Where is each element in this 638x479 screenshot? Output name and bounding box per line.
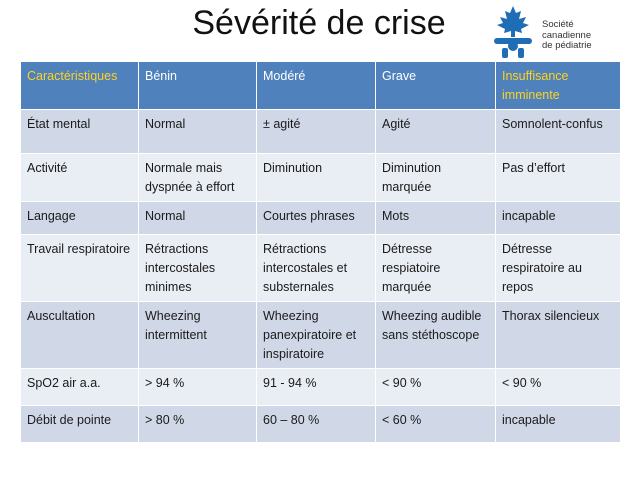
table-row (21, 302, 621, 369)
table-row (21, 406, 621, 443)
row-label: Activité (21, 154, 139, 202)
row-label: État mental (21, 110, 139, 154)
table-cell: Wheezing audible sans stéthoscope (376, 302, 496, 369)
table-row (21, 202, 621, 235)
maple-leaf-figure-icon (488, 4, 538, 58)
logo-text: Société canadienne de pédiatrie (542, 19, 592, 51)
table-cell: ± agité (257, 110, 376, 154)
table-cell: Courtes phrases (257, 202, 376, 235)
row-label: SpO2 air a.a. (21, 369, 139, 406)
table-row (21, 369, 621, 406)
slide-title: Sévérité de crise (192, 4, 446, 42)
table-cell: Diminution marquée (376, 154, 496, 202)
table-row (21, 235, 621, 302)
header-benin: Bénin (139, 62, 257, 110)
table-cell: 91 - 94 % (257, 369, 376, 406)
table-cell: Normale mais dyspnée à effort (139, 154, 257, 202)
row-label: Langage (21, 202, 139, 235)
table-cell: 60 – 80 % (257, 406, 376, 443)
table-row (21, 154, 621, 202)
row-label: Débit de pointe (21, 406, 139, 443)
table-row (21, 110, 621, 154)
table-cell: Détresse respiatoire marquée (376, 235, 496, 302)
table-cell: Wheezing panexpiratoire et inspiratoire (257, 302, 376, 369)
table-cell: Mots (376, 202, 496, 235)
header-insuffisance-imminente: Insuffisance imminente (496, 62, 621, 110)
table-cell: < 90 % (376, 369, 496, 406)
table-cell: Wheezing intermittent (139, 302, 257, 369)
header-row (21, 62, 621, 110)
table-cell: incapable (496, 406, 621, 443)
table-cell: Rétractions intercostales minimes (139, 235, 257, 302)
header-characteristics: Caractéristiques (21, 62, 139, 110)
table-cell: Thorax silencieux (496, 302, 621, 369)
table-cell: Diminution (257, 154, 376, 202)
table-cell: < 90 % (496, 369, 621, 406)
table-cell: Rétractions intercostales et substernales (257, 235, 376, 302)
table-cell: > 80 % (139, 406, 257, 443)
table-cell: Normal (139, 202, 257, 235)
row-label: Travail respiratoire (21, 235, 139, 302)
header-modere: Modéré (257, 62, 376, 110)
row-label: Auscultation (21, 302, 139, 369)
table-cell: incapable (496, 202, 621, 235)
severity-table (20, 61, 621, 443)
table-cell: > 94 % (139, 369, 257, 406)
cps-logo (488, 4, 633, 58)
header-grave: Grave (376, 62, 496, 110)
table-cell: Détresse respiratoire au repos (496, 235, 621, 302)
table-cell: Normal (139, 110, 257, 154)
table-cell: Somnolent-confus (496, 110, 621, 154)
table-cell: Pas d’effort (496, 154, 621, 202)
table-cell: Agité (376, 110, 496, 154)
table-cell: < 60 % (376, 406, 496, 443)
